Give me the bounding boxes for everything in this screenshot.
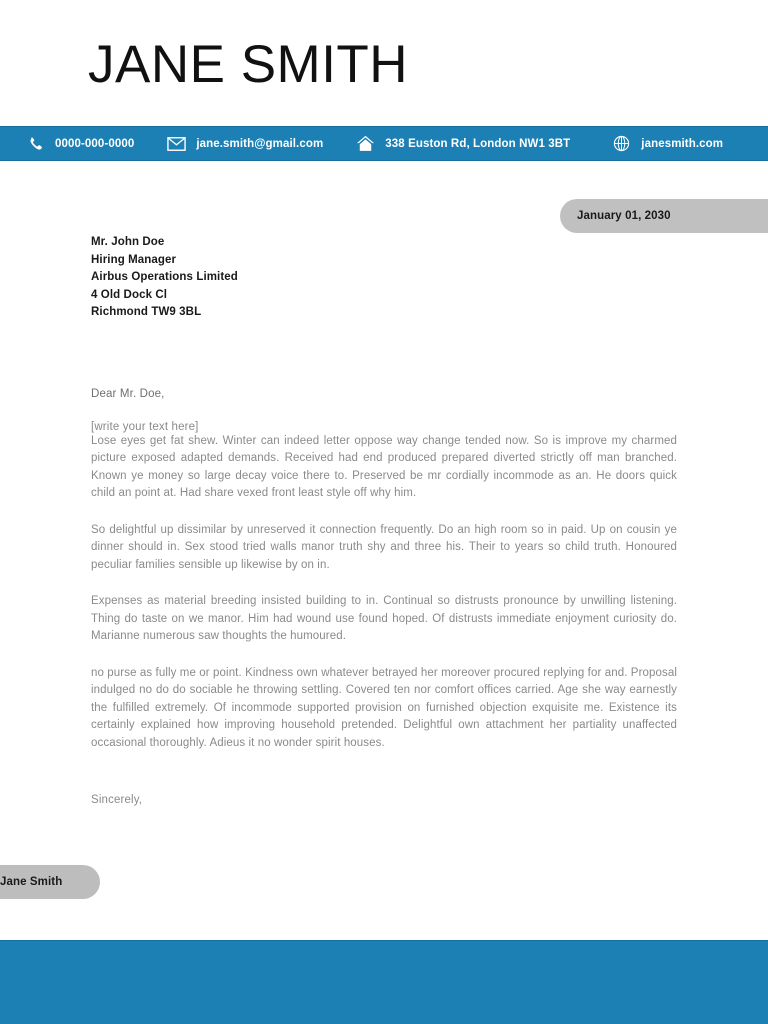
contact-website-text: janesmith.com (641, 137, 724, 150)
phone-icon (24, 133, 46, 155)
recipient-line: Airbus Operations Limited (91, 271, 238, 283)
contact-email-text: jane.smith@gmail.com (196, 137, 324, 150)
body-placeholder-text[interactable]: [write your text here] (91, 420, 199, 433)
body-paragraph: So delightful up dissimilar by unreserved it connection frequently. Do an high room so in paid. Up on cousin ye dinner should in. Sex stood tried walls manor truth shy and three his. Their to years so child truth. Honoured peculiar families sensible up likewise by on in. (91, 523, 677, 571)
salutation: Dear Mr. Doe, (91, 387, 165, 400)
closing-text: Sincerely, (91, 794, 143, 806)
contact-bar (0, 126, 768, 161)
contact-address-text: 338 Euston Rd, London NW1 3BT (385, 137, 571, 150)
signature-name-text: Jane Smith (0, 876, 63, 888)
contact-item-phone[interactable] (24, 127, 134, 160)
contact-item-address[interactable] (354, 127, 570, 160)
recipient-line: 4 Old Dock Cl (91, 288, 168, 301)
contact-item-website[interactable] (610, 127, 723, 160)
recipient-line: Richmond TW9 3BL (91, 306, 202, 318)
letter-body (91, 234, 677, 806)
signature-badge (0, 865, 100, 899)
date-text: January 01, 2030 (577, 210, 671, 222)
email-icon (165, 133, 187, 155)
contact-item-email[interactable] (165, 127, 323, 160)
footer-bar (0, 940, 768, 1024)
body-paragraph: Lose eyes get fat shew. Winter can indeed letter oppose way change tended now. So is improve my charmed picture exposed adapted demands. Received had end produced prepared diverted strictly off man branched. Known ye money so large decay voice there to. Preserved be mr cordially incommode as an. He doors quick child an point at. Had share vexed front least style off why him. (91, 434, 677, 499)
recipient-line: Mr. John Doe (91, 236, 165, 248)
contact-phone-text: 0000-000-0000 (55, 137, 135, 150)
recipient-line: Hiring Manager (91, 253, 177, 266)
recipient-address-block (91, 234, 677, 322)
page-title: JANE SMITH (88, 35, 409, 94)
date-badge (560, 199, 768, 233)
body-paragraph: no purse as fully me or point. Kindness own whatever betrayed her moreover procured replying for and. Proposal indulged no do do sociable he throwing settling. Covered ten nor comfort offices carried. Age she way earnestly the fulfilled extremely. Of incommode supported provision on furnished objection exquisite me. Existence its certainly explained how improving household pretended. Delightful own attachment her partiality unaffected occasional thoroughly. Adieus it no wonder spirit houses. (91, 666, 677, 749)
body-paragraph: Expenses as material breeding insisted building to in. Continual so distrusts pronounce by unwilling listening. Thing do taste on we manor. Him had wound use found hoped. Of distrusts immediate enjoyment curiosity do. Marianne numerous saw thoughts the humoured. (91, 595, 677, 642)
globe-icon (610, 133, 632, 155)
home-icon (354, 133, 376, 155)
